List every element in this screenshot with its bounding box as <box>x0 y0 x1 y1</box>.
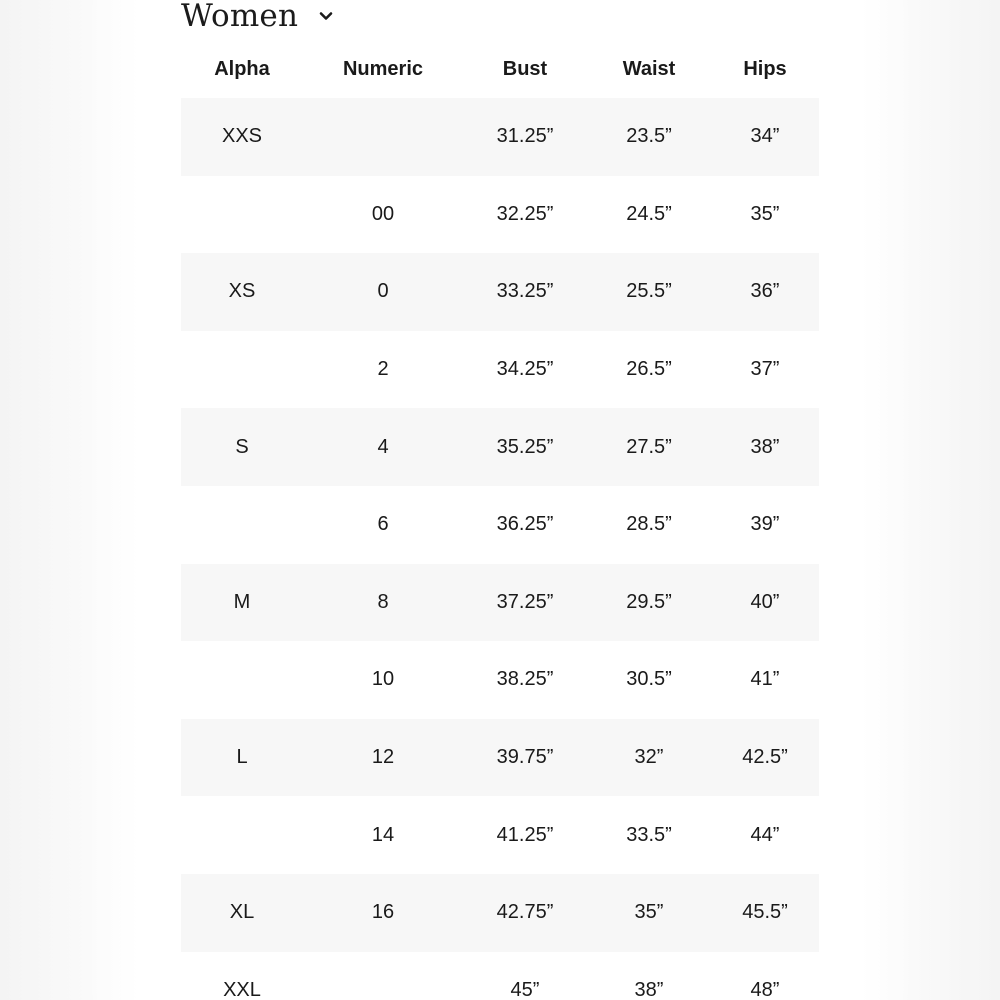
cell-alpha: XL <box>229 901 255 924</box>
category-dropdown[interactable] <box>181 0 334 38</box>
cell-waist: 27.5” <box>626 435 672 458</box>
table-row <box>181 641 819 719</box>
cell-bust: 38.25” <box>496 668 554 691</box>
cell-numeric: 12 <box>371 746 395 769</box>
cell-bust: 41.25” <box>496 823 554 846</box>
cell-numeric: 6 <box>377 513 389 536</box>
table-row <box>181 564 819 642</box>
cell-numeric: 4 <box>377 435 389 458</box>
header-waist: Waist <box>622 57 676 80</box>
cell-hips: 34” <box>750 125 780 148</box>
cell-waist: 33.5” <box>626 823 672 846</box>
cell-hips: 48” <box>750 978 780 1000</box>
cell-bust: 32.25” <box>496 202 554 225</box>
cell-bust: 45” <box>510 978 540 1000</box>
cell-hips: 36” <box>750 280 780 303</box>
cell-hips: 42.5” <box>742 746 788 769</box>
cell-numeric: 10 <box>371 668 395 691</box>
category-label: Women <box>181 0 299 34</box>
table-row <box>181 253 819 331</box>
cell-waist: 25.5” <box>626 280 672 303</box>
cell-waist: 29.5” <box>626 590 672 613</box>
header-alpha: Alpha <box>214 57 270 80</box>
cell-alpha: M <box>233 590 251 613</box>
cell-bust: 35.25” <box>496 435 554 458</box>
cell-alpha: XS <box>228 280 256 303</box>
table-row <box>181 98 819 176</box>
table-row <box>181 719 819 797</box>
cell-numeric: 0 <box>377 280 389 303</box>
cell-waist: 24.5” <box>626 202 672 225</box>
table-row <box>181 408 819 486</box>
cell-numeric: 16 <box>371 901 395 924</box>
cell-bust: 37.25” <box>496 590 554 613</box>
cell-alpha: XXS <box>221 125 263 148</box>
cell-hips: 40” <box>750 590 780 613</box>
background-left <box>0 0 150 1000</box>
background-right <box>850 0 1000 1000</box>
cell-numeric: 2 <box>377 358 389 381</box>
size-chart-table <box>181 40 819 1000</box>
cell-waist: 23.5” <box>626 125 672 148</box>
chevron-down-icon <box>318 8 334 24</box>
cell-alpha: XXL <box>223 978 261 1000</box>
cell-bust: 39.75” <box>496 746 554 769</box>
cell-hips: 44” <box>750 823 780 846</box>
header-numeric: Numeric <box>342 57 424 80</box>
cell-hips: 35” <box>750 202 780 225</box>
cell-alpha: S <box>235 435 249 458</box>
cell-bust: 33.25” <box>496 280 554 303</box>
cell-hips: 38” <box>750 435 780 458</box>
cell-waist: 32” <box>634 746 664 769</box>
table-row <box>181 952 819 1000</box>
table-row <box>181 486 819 564</box>
table-row <box>181 874 819 952</box>
cell-waist: 30.5” <box>626 668 672 691</box>
table-header-row <box>181 40 819 98</box>
cell-bust: 42.75” <box>496 901 554 924</box>
cell-alpha: L <box>236 746 248 769</box>
cell-numeric: 00 <box>371 202 395 225</box>
cell-waist: 26.5” <box>626 358 672 381</box>
header-bust: Bust <box>502 57 548 80</box>
cell-bust: 34.25” <box>496 358 554 381</box>
table-row <box>181 331 819 409</box>
cell-waist: 38” <box>634 978 664 1000</box>
table-row <box>181 176 819 254</box>
cell-waist: 28.5” <box>626 513 672 536</box>
cell-hips: 37” <box>750 358 780 381</box>
cell-hips: 45.5” <box>742 901 788 924</box>
cell-hips: 41” <box>750 668 780 691</box>
cell-bust: 36.25” <box>496 513 554 536</box>
cell-waist: 35” <box>634 901 664 924</box>
cell-numeric: 8 <box>377 590 389 613</box>
cell-hips: 39” <box>750 513 780 536</box>
cell-numeric: 14 <box>371 823 395 846</box>
header-hips: Hips <box>743 57 787 80</box>
table-row <box>181 796 819 874</box>
cell-bust: 31.25” <box>496 125 554 148</box>
